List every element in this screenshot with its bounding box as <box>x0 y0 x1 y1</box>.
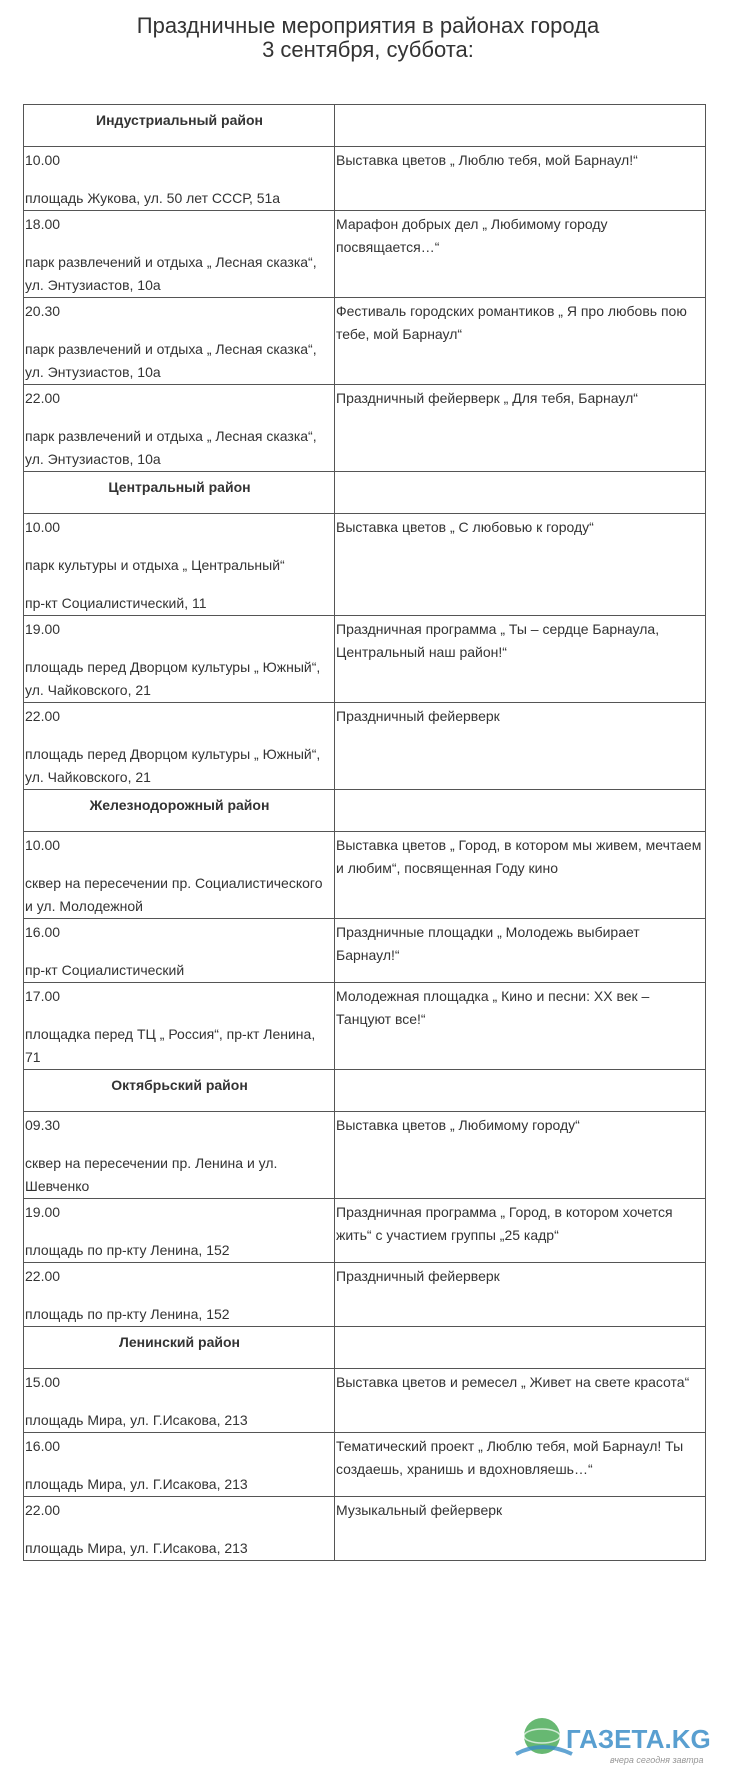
event-description: Музыкальный фейерверк <box>336 1502 503 1518</box>
event-description-cell <box>335 1497 706 1561</box>
event-place <box>25 1303 334 1326</box>
event-place-line: площадь Мира, ул. Г.Исакова, 213 <box>25 1540 248 1556</box>
event-description-cell <box>335 983 706 1070</box>
event-place-line: площадь перед Дворцом культуры „ Южный“, ул. Чайковского, 21 <box>25 659 321 698</box>
time-place-cell <box>24 211 335 298</box>
event-place-line: площадь перед Дворцом культуры „ Южный“, ул. Чайковского, 21 <box>25 746 321 785</box>
event-place-line: пр-кт Социалистический <box>25 962 185 978</box>
event-description: Праздничные площадки „ Молодежь выбирает Барнаул!“ <box>336 924 640 963</box>
district-name: Октябрьский район <box>24 1070 335 1112</box>
event-place <box>25 1023 334 1069</box>
time-place-cell <box>24 616 335 703</box>
table-row <box>24 1112 706 1199</box>
table-row <box>24 1369 706 1433</box>
table-row <box>24 147 706 211</box>
table-row <box>24 298 706 385</box>
time-place-cell <box>24 919 335 983</box>
event-time: 22.00 <box>25 390 61 406</box>
event-description-cell <box>335 1199 706 1263</box>
event-description-cell <box>335 832 706 919</box>
table-row <box>24 919 706 983</box>
district-name: Ленинский район <box>24 1327 335 1369</box>
event-description: Праздничная программа „ Ты – сердце Барнаула, Центральный наш район!“ <box>336 621 660 660</box>
event-place <box>25 1409 334 1432</box>
district-name: Центральный район <box>24 472 335 514</box>
events-table-body <box>24 105 706 1561</box>
time-place-cell <box>24 832 335 919</box>
event-place <box>25 1152 334 1198</box>
event-place-line: площадка перед ТЦ „ Россия“, пр-кт Ленина, 71 <box>25 1026 316 1065</box>
district-header-row <box>24 472 706 514</box>
event-time: 20.30 <box>25 303 61 319</box>
event-place <box>25 1239 334 1262</box>
event-time: 19.00 <box>25 1204 61 1220</box>
event-place-line: парк развлечений и отдыха „ Лесная сказка“, ул. Энтузиастов, 10а <box>25 254 317 293</box>
event-time: 17.00 <box>25 988 61 1004</box>
event-time: 22.00 <box>25 1268 61 1284</box>
event-description: Праздничный фейерверк <box>336 1268 500 1284</box>
table-row <box>24 1433 706 1497</box>
event-time: 16.00 <box>25 924 61 940</box>
time-place-cell <box>24 298 335 385</box>
event-place-line: площадь Мира, ул. Г.Исакова, 213 <box>25 1476 248 1492</box>
event-time: 19.00 <box>25 621 61 637</box>
time-place-cell <box>24 514 335 616</box>
time-place-cell <box>24 385 335 472</box>
event-time: 15.00 <box>25 1374 61 1390</box>
time-place-cell <box>24 1369 335 1433</box>
event-time: 22.00 <box>25 708 61 724</box>
time-place-cell <box>24 703 335 790</box>
event-place <box>25 743 334 789</box>
event-description-cell <box>335 1263 706 1327</box>
table-row <box>24 832 706 919</box>
event-place-line: площадь Жукова, ул. 50 лет СССР, 51а <box>25 190 281 206</box>
event-place <box>25 187 334 210</box>
event-place-line: сквер на пересечении пр. Социалистического и ул. Молодежной <box>25 875 323 914</box>
event-place <box>25 554 334 615</box>
event-place <box>25 1537 334 1560</box>
event-description-cell <box>335 514 706 616</box>
event-time: 18.00 <box>25 216 61 232</box>
time-place-cell <box>24 147 335 211</box>
event-time: 16.00 <box>25 1438 61 1454</box>
page-title-line-2: 3 сентября, суббота: <box>262 37 474 62</box>
event-place-line: парк развлечений и отдыха „ Лесная сказка“, ул. Энтузиастов, 10а <box>25 341 317 380</box>
event-description: Выставка цветов и ремесел „ Живет на свете красота“ <box>336 1374 690 1390</box>
district-header-empty-cell <box>335 1070 706 1112</box>
table-row <box>24 1497 706 1561</box>
district-name: Железнодорожный район <box>24 790 335 832</box>
event-time: 09.30 <box>25 1117 61 1133</box>
table-row <box>24 385 706 472</box>
logo-tagline: вчера сегодня завтра <box>610 1755 704 1765</box>
table-row <box>24 211 706 298</box>
time-place-cell <box>24 1497 335 1561</box>
time-place-cell <box>24 1433 335 1497</box>
table-row <box>24 1199 706 1263</box>
event-time: 10.00 <box>25 152 61 168</box>
event-place-line: пр-кт Социалистический, 11 <box>25 595 207 611</box>
event-place-line: парк развлечений и отдыха „ Лесная сказка“, ул. Энтузиастов, 10а <box>25 428 317 467</box>
district-header-empty-cell <box>335 105 706 147</box>
event-description: Фестиваль городских романтиков „ Я про любовь пою тебе, мой Барнаул“ <box>336 303 687 342</box>
event-place <box>25 1473 334 1496</box>
event-description: Выставка цветов „ Люблю тебя, мой Барнаул!“ <box>336 152 638 168</box>
table-row <box>24 514 706 616</box>
table-row <box>24 983 706 1070</box>
district-header-empty-cell <box>335 790 706 832</box>
table-row <box>24 616 706 703</box>
event-place <box>25 338 334 384</box>
event-place <box>25 656 334 702</box>
event-description-cell <box>335 1112 706 1199</box>
event-description-cell <box>335 1433 706 1497</box>
event-place-line: площадь по пр-кту Ленина, 152 <box>25 1306 230 1322</box>
event-place-line: площадь Мира, ул. Г.Исакова, 213 <box>25 1412 248 1428</box>
event-place <box>25 872 334 918</box>
event-description-cell <box>335 298 706 385</box>
event-description: Тематический проект „ Люблю тебя, мой Барнаул! Ты создаешь, хранишь и вдохновляешь…“ <box>336 1438 684 1477</box>
time-place-cell <box>24 1263 335 1327</box>
event-description-cell <box>335 616 706 703</box>
district-header-empty-cell <box>335 1327 706 1369</box>
time-place-cell <box>24 1199 335 1263</box>
district-header-row <box>24 1327 706 1369</box>
event-place-line: парк культуры и отдыха „ Центральный“ <box>25 557 285 573</box>
event-place <box>25 425 334 471</box>
event-description: Праздничная программа „ Город, в котором хочется жить“ с участием группы „25 кадр“ <box>336 1204 673 1243</box>
event-description: Марафон добрых дел „ Любимому городу посвящается…“ <box>336 216 608 255</box>
event-description: Выставка цветов „ Любимому городу“ <box>336 1117 580 1133</box>
page-title <box>0 14 736 62</box>
time-place-cell <box>24 983 335 1070</box>
table-row <box>24 1263 706 1327</box>
event-description-cell <box>335 1369 706 1433</box>
gazeta-kg-logo <box>512 1710 730 1772</box>
event-description: Молодежная площадка „ Кино и песни: XX век – Танцуют все!“ <box>336 988 650 1027</box>
event-time: 10.00 <box>25 837 61 853</box>
event-place <box>25 251 334 297</box>
district-header-row <box>24 1070 706 1112</box>
page-title-line-1: Праздничные мероприятия в районах города <box>136 13 600 38</box>
event-description: Выставка цветов „ Город, в котором мы живем, мечтаем и любим“, посвященная Году кино <box>336 837 702 876</box>
event-place-line: площадь по пр-кту Ленина, 152 <box>25 1242 230 1258</box>
event-time: 10.00 <box>25 519 61 535</box>
logo-text: ГАЗЕТА.KG <box>566 1724 711 1754</box>
event-place <box>25 959 334 982</box>
globe-icon <box>516 1718 572 1754</box>
event-description: Праздничный фейерверк „ Для тебя, Барнаул“ <box>336 390 638 406</box>
event-description-cell <box>335 147 706 211</box>
event-description: Выставка цветов „ С любовью к городу“ <box>336 519 594 535</box>
table-row <box>24 703 706 790</box>
district-header-row <box>24 105 706 147</box>
district-header-empty-cell <box>335 472 706 514</box>
events-table <box>23 104 706 1561</box>
event-place-line: сквер на пересечении пр. Ленина и ул. Шевченко <box>25 1155 278 1194</box>
event-description-cell <box>335 703 706 790</box>
event-description-cell <box>335 919 706 983</box>
event-description-cell <box>335 385 706 472</box>
event-time: 22.00 <box>25 1502 61 1518</box>
event-description-cell <box>335 211 706 298</box>
time-place-cell <box>24 1112 335 1199</box>
district-header-row <box>24 790 706 832</box>
event-description: Праздничный фейерверк <box>336 708 500 724</box>
district-name: Индустриальный район <box>24 105 335 147</box>
